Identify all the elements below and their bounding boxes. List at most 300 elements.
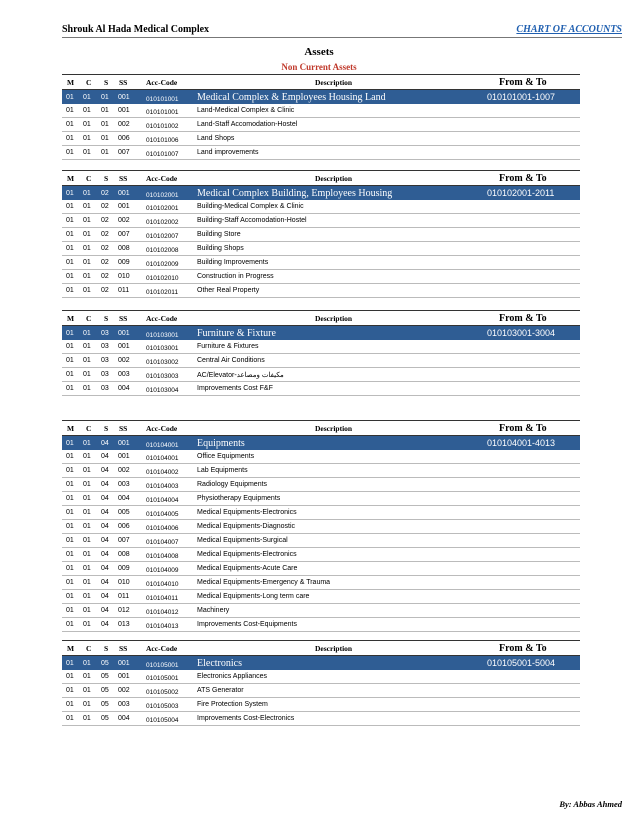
row-ss: 007 — [118, 537, 130, 544]
group-s: 01 — [101, 93, 109, 101]
row-desc: Building Shops — [197, 245, 244, 252]
row-desc: Building Improvements — [197, 259, 269, 266]
row-desc: Land-Staff Accomodation-Hostel — [197, 121, 298, 128]
row-desc: Radiology Equipments — [197, 481, 268, 488]
row-desc: Medical Equipments-Electronics — [197, 551, 297, 558]
row-ss: 009 — [118, 565, 130, 572]
group-desc: Furniture & Fixture — [197, 327, 276, 339]
table-row — [62, 520, 580, 534]
row-acc: 010102011 — [146, 289, 179, 296]
chart-of-accounts-title: CHART OF ACCOUNTS — [516, 24, 622, 35]
row-m: 01 — [66, 357, 74, 364]
group-row — [62, 436, 580, 450]
account-section — [62, 74, 580, 160]
row-acc: 010101002 — [146, 123, 179, 130]
column-header — [62, 170, 580, 186]
group-acc: 010101001 — [146, 95, 179, 103]
row-m: 01 — [66, 259, 74, 266]
row-c: 01 — [83, 121, 91, 128]
group-range: 010103001-3004 — [487, 328, 556, 338]
row-desc: Improvements Cost F&F — [197, 385, 273, 392]
group-m: 01 — [66, 93, 74, 101]
col-c-header: C — [86, 643, 92, 653]
group-row — [62, 186, 580, 200]
row-m: 01 — [66, 673, 74, 680]
table-row — [62, 590, 580, 604]
table-row — [62, 146, 580, 160]
row-s: 02 — [101, 203, 109, 210]
group-range: 010104001-4013 — [487, 438, 556, 448]
row-acc: 010102007 — [146, 233, 179, 240]
column-header — [62, 310, 580, 326]
table-row — [62, 712, 580, 726]
row-acc: 010103004 — [146, 387, 179, 394]
row-m: 01 — [66, 287, 74, 294]
table-row — [62, 450, 580, 464]
assets-heading: Assets — [304, 46, 334, 58]
table-row — [62, 200, 580, 214]
row-acc: 010104009 — [146, 567, 179, 574]
row-ss: 001 — [118, 203, 130, 210]
col-ss-header: SS — [119, 423, 128, 433]
table-row — [62, 618, 580, 632]
row-s: 02 — [101, 217, 109, 224]
row-ss: 006 — [118, 135, 130, 142]
row-s: 04 — [101, 453, 109, 460]
row-ss: 002 — [118, 217, 130, 224]
group-range: 010101001-1007 — [487, 92, 556, 102]
row-s: 01 — [101, 149, 109, 156]
table-row — [62, 670, 580, 684]
table-row — [62, 492, 580, 506]
table-row — [62, 340, 580, 354]
row-ss: 004 — [118, 715, 130, 722]
row-ss: 002 — [118, 687, 130, 694]
row-ss: 011 — [118, 593, 130, 600]
row-m: 01 — [66, 687, 74, 694]
row-s: 04 — [101, 579, 109, 586]
group-acc: 010104001 — [146, 441, 179, 449]
row-s: 05 — [101, 701, 109, 708]
table-row — [62, 698, 580, 712]
col-s-header: S — [104, 643, 109, 653]
row-c: 01 — [83, 273, 91, 280]
table-row — [62, 478, 580, 492]
column-header — [62, 420, 580, 436]
row-desc: Construction in Progress — [197, 273, 274, 280]
row-ss: 008 — [118, 551, 130, 558]
row-s: 03 — [101, 371, 109, 378]
group-desc: Medical Complex Building, Employees Housing — [197, 187, 393, 199]
row-ss: 002 — [118, 357, 130, 364]
table-row — [62, 284, 580, 298]
table-row — [62, 256, 580, 270]
row-acc: 010105001 — [146, 675, 179, 682]
col-s-header: S — [104, 313, 109, 323]
row-m: 01 — [66, 107, 74, 114]
group-m: 01 — [66, 329, 74, 337]
row-ss: 001 — [118, 343, 130, 350]
column-header — [62, 74, 580, 90]
row-c: 01 — [83, 259, 91, 266]
col-ss-header: SS — [119, 643, 128, 653]
group-acc: 010103001 — [146, 331, 179, 339]
group-ss: 001 — [118, 659, 130, 667]
row-c: 01 — [83, 687, 91, 694]
row-s: 04 — [101, 621, 109, 628]
row-m: 01 — [66, 715, 74, 722]
row-desc: Lab Equipments — [197, 467, 248, 474]
col-description-header: Description — [315, 643, 353, 653]
row-acc: 010102009 — [146, 261, 179, 268]
col-s-header: S — [104, 423, 109, 433]
row-acc: 010104011 — [146, 595, 179, 602]
row-acc: 010104008 — [146, 553, 179, 560]
row-s: 04 — [101, 523, 109, 530]
row-acc: 010104005 — [146, 511, 179, 518]
row-acc: 010102010 — [146, 275, 179, 282]
non-current-assets-heading: Non Current Assets — [281, 62, 357, 72]
table-row — [62, 132, 580, 146]
col-c-header: C — [86, 77, 92, 87]
row-acc: 010103003 — [146, 373, 179, 380]
row-acc: 010103002 — [146, 359, 179, 366]
row-c: 01 — [83, 481, 91, 488]
column-header — [62, 640, 580, 656]
row-acc: 010104010 — [146, 581, 179, 588]
col-description-header: Description — [315, 423, 353, 433]
row-desc: Other Real Property — [197, 287, 260, 294]
row-acc: 010104007 — [146, 539, 179, 546]
row-c: 01 — [83, 523, 91, 530]
table-row — [62, 604, 580, 618]
col-m-header: M — [67, 77, 75, 87]
row-ss: 003 — [118, 481, 130, 488]
header-divider — [62, 37, 622, 38]
row-acc: 010102008 — [146, 247, 179, 254]
row-m: 01 — [66, 245, 74, 252]
row-ss: 002 — [118, 467, 130, 474]
group-c: 01 — [83, 189, 91, 197]
col-acc-code-header: Acc-Code — [146, 423, 178, 433]
row-desc: Land Shops — [197, 135, 235, 142]
group-acc: 010105001 — [146, 661, 179, 669]
author-credit: By: Abbas Ahmed — [559, 799, 622, 809]
group-c: 01 — [83, 659, 91, 667]
row-m: 01 — [66, 273, 74, 280]
group-row — [62, 90, 580, 104]
table-row — [62, 270, 580, 284]
col-description-header: Description — [315, 313, 353, 323]
row-desc: Furniture & Fixtures — [197, 343, 259, 350]
row-c: 01 — [83, 453, 91, 460]
row-desc: Land-Medical Complex & Clinic — [197, 107, 295, 114]
group-c: 01 — [83, 93, 91, 101]
col-acc-code-header: Acc-Code — [146, 313, 178, 323]
col-ss-header: SS — [119, 77, 128, 87]
group-ss: 001 — [118, 329, 130, 337]
row-m: 01 — [66, 523, 74, 530]
group-m: 01 — [66, 659, 74, 667]
row-c: 01 — [83, 287, 91, 294]
row-desc: Office Equipments — [197, 453, 255, 460]
row-m: 01 — [66, 453, 74, 460]
row-s: 05 — [101, 687, 109, 694]
row-s: 04 — [101, 509, 109, 516]
row-ss: 003 — [118, 701, 130, 708]
account-section — [62, 640, 580, 726]
row-desc: AC/Elevator-مكيفات ومصاعد — [197, 371, 284, 379]
col-m-header: M — [67, 643, 75, 653]
row-desc: Medical Equipments-Diagnostic — [197, 523, 296, 530]
row-ss: 008 — [118, 245, 130, 252]
row-s: 03 — [101, 343, 109, 350]
group-range: 010105001-5004 — [487, 658, 556, 668]
table-row — [62, 534, 580, 548]
group-ss: 001 — [118, 93, 130, 101]
table-row — [62, 214, 580, 228]
row-acc: 010104004 — [146, 497, 179, 504]
row-c: 01 — [83, 203, 91, 210]
col-c-header: C — [86, 313, 92, 323]
table-row — [62, 354, 580, 368]
row-s: 02 — [101, 273, 109, 280]
row-c: 01 — [83, 135, 91, 142]
row-m: 01 — [66, 467, 74, 474]
company-name: Shrouk Al Hada Medical Complex — [62, 24, 210, 35]
col-m-header: M — [67, 423, 75, 433]
row-m: 01 — [66, 135, 74, 142]
table-row — [62, 464, 580, 478]
row-acc: 010105002 — [146, 689, 179, 696]
row-m: 01 — [66, 385, 74, 392]
row-acc: 010103001 — [146, 345, 179, 352]
col-m-header: M — [67, 313, 75, 323]
row-s: 04 — [101, 481, 109, 488]
row-desc: Machinery — [197, 607, 230, 614]
row-c: 01 — [83, 217, 91, 224]
row-ss: 005 — [118, 509, 130, 516]
row-ss: 001 — [118, 107, 130, 114]
row-acc: 010102002 — [146, 219, 179, 226]
col-from-to-header: From & To — [499, 642, 547, 654]
group-desc: Medical Complex & Employees Housing Land — [197, 91, 386, 103]
row-ss: 007 — [118, 231, 130, 238]
table-row — [62, 368, 580, 382]
row-s: 02 — [101, 245, 109, 252]
row-desc: Improvements Cost-Equipments — [197, 621, 297, 628]
row-m: 01 — [66, 231, 74, 238]
row-s: 02 — [101, 287, 109, 294]
col-c-header: C — [86, 423, 92, 433]
row-desc: Medical Equipments-Acute Care — [197, 565, 298, 572]
row-m: 01 — [66, 621, 74, 628]
row-acc: 010104002 — [146, 469, 179, 476]
row-c: 01 — [83, 551, 91, 558]
row-m: 01 — [66, 217, 74, 224]
group-desc: Equipments — [197, 437, 245, 449]
row-m: 01 — [66, 579, 74, 586]
row-s: 03 — [101, 385, 109, 392]
row-acc: 010102001 — [146, 205, 179, 212]
row-ss: 004 — [118, 385, 130, 392]
table-row — [62, 228, 580, 242]
row-desc: Medical Equipments-Electronics — [197, 509, 297, 516]
row-c: 01 — [83, 593, 91, 600]
row-m: 01 — [66, 509, 74, 516]
row-desc: Fire Protection System — [197, 701, 268, 708]
row-s: 01 — [101, 121, 109, 128]
col-from-to-header: From & To — [499, 312, 547, 324]
row-s: 05 — [101, 715, 109, 722]
row-ss: 011 — [118, 287, 130, 294]
row-c: 01 — [83, 579, 91, 586]
row-acc: 010101007 — [146, 151, 179, 158]
table-row — [62, 118, 580, 132]
row-m: 01 — [66, 593, 74, 600]
row-ss: 002 — [118, 121, 130, 128]
col-ss-header: SS — [119, 173, 128, 183]
account-section — [62, 170, 580, 298]
row-acc: 010104001 — [146, 455, 179, 462]
col-description-header: Description — [315, 173, 353, 183]
row-s: 04 — [101, 565, 109, 572]
col-m-header: M — [67, 173, 75, 183]
row-s: 01 — [101, 107, 109, 114]
col-acc-code-header: Acc-Code — [146, 173, 178, 183]
col-description-header: Description — [315, 77, 353, 87]
row-acc: 010104012 — [146, 609, 179, 616]
row-c: 01 — [83, 107, 91, 114]
row-c: 01 — [83, 149, 91, 156]
table-row — [62, 684, 580, 698]
row-s: 04 — [101, 495, 109, 502]
col-s-header: S — [104, 77, 109, 87]
row-ss: 003 — [118, 371, 130, 378]
row-ss: 007 — [118, 149, 130, 156]
row-c: 01 — [83, 467, 91, 474]
row-m: 01 — [66, 121, 74, 128]
row-ss: 012 — [118, 607, 130, 614]
row-acc: 010104003 — [146, 483, 179, 490]
row-c: 01 — [83, 565, 91, 572]
group-s: 03 — [101, 329, 109, 337]
group-s: 04 — [101, 439, 109, 447]
table-row — [62, 382, 580, 396]
row-desc: Building-Medical Complex & Clinic — [197, 203, 304, 210]
row-m: 01 — [66, 551, 74, 558]
table-row — [62, 104, 580, 118]
row-m: 01 — [66, 607, 74, 614]
row-c: 01 — [83, 371, 91, 378]
row-desc: Building Store — [197, 231, 241, 238]
row-s: 04 — [101, 467, 109, 474]
row-c: 01 — [83, 357, 91, 364]
row-acc: 010105003 — [146, 703, 179, 710]
row-ss: 001 — [118, 453, 130, 460]
row-acc: 010101001 — [146, 109, 179, 116]
table-row — [62, 562, 580, 576]
row-ss: 009 — [118, 259, 130, 266]
group-m: 01 — [66, 189, 74, 197]
group-c: 01 — [83, 439, 91, 447]
row-acc: 010104013 — [146, 623, 179, 630]
row-s: 04 — [101, 537, 109, 544]
row-desc: Electronics Appliances — [197, 673, 268, 680]
group-desc: Electronics — [197, 657, 242, 669]
row-m: 01 — [66, 537, 74, 544]
row-ss: 013 — [118, 621, 130, 628]
group-row — [62, 656, 580, 670]
group-m: 01 — [66, 439, 74, 447]
table-row — [62, 242, 580, 256]
row-m: 01 — [66, 343, 74, 350]
row-m: 01 — [66, 371, 74, 378]
col-s-header: S — [104, 173, 109, 183]
row-ss: 001 — [118, 673, 130, 680]
row-c: 01 — [83, 385, 91, 392]
row-ss: 006 — [118, 523, 130, 530]
group-s: 02 — [101, 189, 109, 197]
row-c: 01 — [83, 701, 91, 708]
row-m: 01 — [66, 565, 74, 572]
group-acc: 010102001 — [146, 191, 179, 199]
group-ss: 001 — [118, 439, 130, 447]
group-row — [62, 326, 580, 340]
account-section — [62, 310, 580, 396]
row-c: 01 — [83, 343, 91, 350]
row-s: 04 — [101, 593, 109, 600]
row-m: 01 — [66, 481, 74, 488]
row-desc: Central Air Conditions — [197, 357, 265, 364]
row-desc: Medical Equipments-Emergency & Trauma — [197, 579, 331, 586]
group-c: 01 — [83, 329, 91, 337]
row-desc: Medical Equipments-Surgical — [197, 537, 288, 544]
col-acc-code-header: Acc-Code — [146, 643, 178, 653]
table-row — [62, 576, 580, 590]
row-m: 01 — [66, 203, 74, 210]
col-from-to-header: From & To — [499, 76, 547, 88]
row-desc: Improvements Cost-Electronics — [197, 715, 295, 722]
group-ss: 001 — [118, 189, 130, 197]
row-s: 02 — [101, 259, 109, 266]
row-ss: 004 — [118, 495, 130, 502]
row-desc: Physiotherapy Equipments — [197, 495, 281, 502]
row-c: 01 — [83, 715, 91, 722]
group-s: 05 — [101, 659, 109, 667]
row-acc: 010105004 — [146, 717, 179, 724]
row-m: 01 — [66, 495, 74, 502]
col-acc-code-header: Acc-Code — [146, 77, 178, 87]
account-section — [62, 420, 580, 632]
col-from-to-header: From & To — [499, 172, 547, 184]
row-c: 01 — [83, 607, 91, 614]
group-range: 010102001-2011 — [487, 188, 555, 198]
row-s: 05 — [101, 673, 109, 680]
row-c: 01 — [83, 231, 91, 238]
row-s: 04 — [101, 607, 109, 614]
row-c: 01 — [83, 673, 91, 680]
col-from-to-header: From & To — [499, 422, 547, 434]
row-c: 01 — [83, 245, 91, 252]
row-s: 02 — [101, 231, 109, 238]
row-c: 01 — [83, 509, 91, 516]
table-row — [62, 548, 580, 562]
row-acc: 010104006 — [146, 525, 179, 532]
row-desc: Medical Equipments-Long term care — [197, 593, 310, 600]
row-c: 01 — [83, 621, 91, 628]
table-row — [62, 506, 580, 520]
